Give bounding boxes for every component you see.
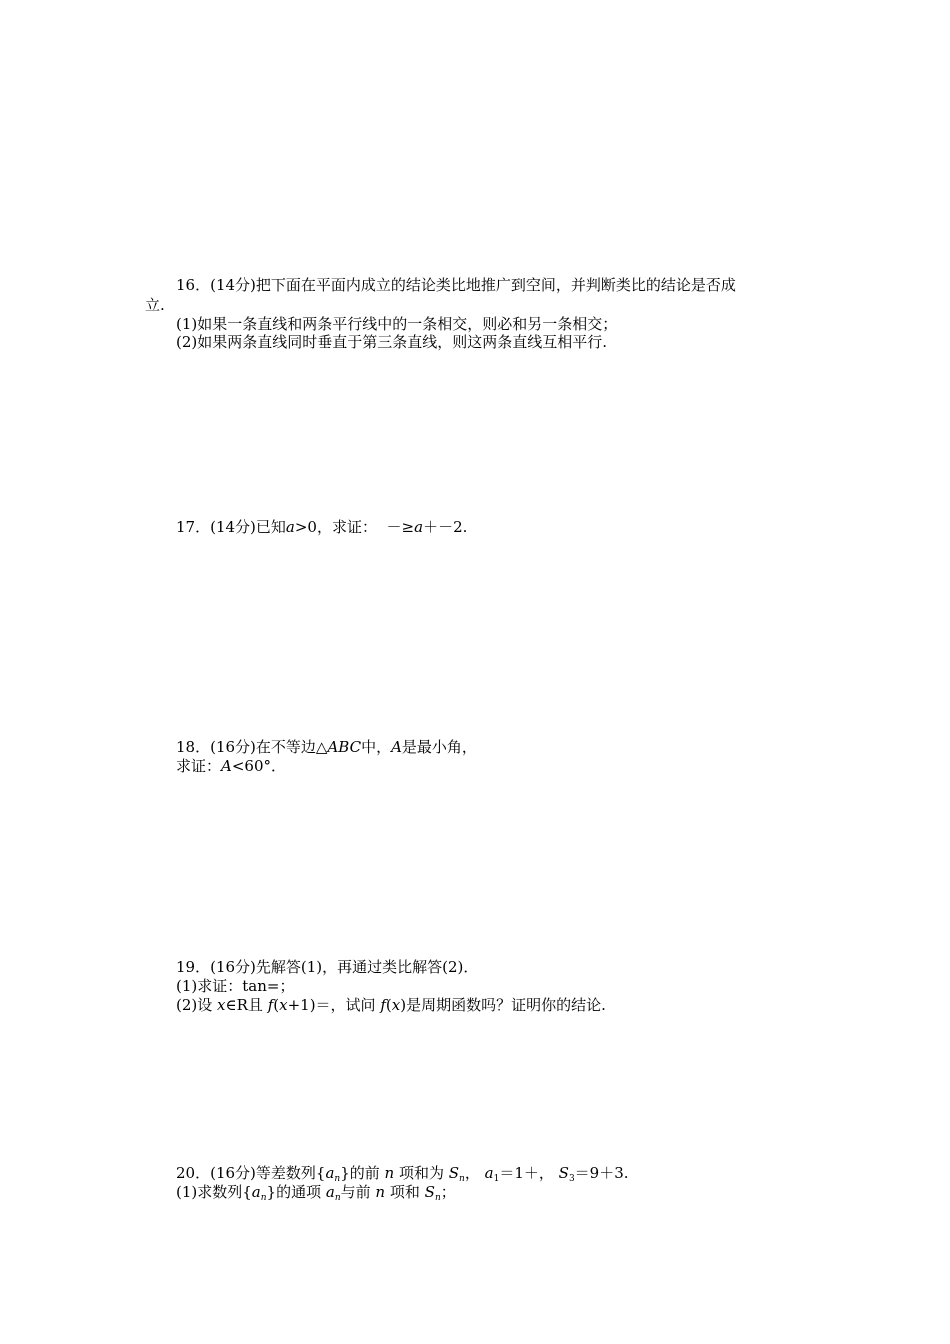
q18-number: 18． bbox=[176, 738, 211, 756]
q20-l1-nn: n bbox=[384, 1164, 395, 1182]
q17-var-a2: a bbox=[414, 518, 424, 536]
q19-line-1 bbox=[176, 958, 478, 976]
q20-l2-c: 与前 bbox=[340, 1183, 371, 1201]
q17-line-1 bbox=[176, 518, 467, 536]
q20-l1-a1s: 1 bbox=[493, 1174, 500, 1184]
q17-score: (14分) bbox=[210, 518, 256, 536]
q16-line-4 bbox=[176, 333, 607, 351]
q20-score: (16分) bbox=[210, 1164, 256, 1182]
q16-line-3 bbox=[176, 315, 617, 333]
q20-line-2 bbox=[176, 1183, 456, 1201]
q19-line-2 bbox=[176, 977, 294, 995]
q20-l2-Sn: n bbox=[434, 1193, 441, 1203]
q17-var-a: a bbox=[285, 518, 295, 536]
q18-text-b: 中， bbox=[361, 738, 392, 756]
q20-l1-e: ＝1＋， bbox=[499, 1164, 554, 1182]
q19-number: 19． bbox=[176, 958, 211, 976]
q19-l3-f: f bbox=[267, 996, 274, 1014]
q17-text-a: 已知 bbox=[255, 518, 286, 536]
q20-l1-S3: S bbox=[558, 1164, 569, 1182]
q19-score: (16分) bbox=[210, 958, 256, 976]
q18-line-1 bbox=[176, 738, 477, 756]
q17-text-d: ＋－2. bbox=[423, 518, 468, 536]
q16-text-3: (1)如果一条直线和两条平行线中的一条相交，则必和另一条相交； bbox=[176, 315, 618, 333]
q19-l3-b: ∈R且 bbox=[225, 996, 263, 1014]
q17-text-c: －≥ bbox=[386, 518, 415, 536]
q19-l3-d: +1)＝，试问 bbox=[287, 996, 376, 1014]
q16-line-1 bbox=[176, 276, 736, 294]
q18-var-abc: ABC bbox=[327, 738, 362, 756]
q18-score: (16分) bbox=[210, 738, 256, 756]
q19-l3-f2: f bbox=[380, 996, 386, 1014]
q19-l3-c: ( bbox=[273, 996, 280, 1014]
q20-l1-S: S bbox=[448, 1164, 460, 1182]
q20-l2-n: n bbox=[260, 1193, 267, 1203]
q20-l1-f: ＝9＋3. bbox=[574, 1164, 629, 1182]
q19-l3-x2: x bbox=[279, 996, 288, 1014]
q20-number: 20． bbox=[176, 1164, 211, 1182]
q20-l1-a1: a bbox=[484, 1164, 494, 1182]
q18-text-c: 是最小角， bbox=[401, 738, 477, 756]
q16-score: (14分) bbox=[210, 276, 256, 294]
q18-line2-var: A bbox=[221, 757, 232, 775]
q19-text-2: (1)求证：tan=； bbox=[176, 977, 295, 995]
q16-text-1: 把下面在平面内成立的结论类比地推广到空间，并判断类比的结论是否成 bbox=[255, 276, 736, 294]
q16-text-4: (2)如果两条直线同时垂直于第三条直线，则这两条直线互相平行. bbox=[176, 333, 608, 351]
q20-l1-b: }的前 bbox=[340, 1164, 380, 1182]
q20-l2-an2: a bbox=[325, 1183, 335, 1201]
q16-number: 16． bbox=[176, 276, 211, 294]
q20-l1-d: ， bbox=[464, 1164, 480, 1182]
q20-l2-a: (1)求数列{ bbox=[176, 1183, 252, 1201]
q20-l1-Sn: n bbox=[459, 1174, 465, 1184]
q20-l2-d: 项和 bbox=[389, 1183, 420, 1201]
q19-l3-e: ( bbox=[385, 996, 392, 1014]
q19-l3-a: (2)设 bbox=[176, 996, 213, 1014]
q20-l2-n2: n bbox=[334, 1193, 341, 1203]
q18-text-a: 在不等边△ bbox=[255, 738, 328, 756]
q20-l1-a: 等差数列{ bbox=[255, 1164, 326, 1182]
q17-text-b: >0，求证： bbox=[294, 518, 377, 536]
q20-l2-S: S bbox=[424, 1183, 435, 1201]
q20-l1-n: n bbox=[334, 1174, 341, 1184]
q20-l1-S3s: 3 bbox=[568, 1174, 575, 1184]
q18-var-A: A bbox=[391, 738, 402, 756]
q16-text-2: 立. bbox=[145, 296, 165, 314]
q20-l2-an: a bbox=[251, 1183, 261, 1201]
q18-line-2 bbox=[176, 757, 286, 775]
q20-line-1 bbox=[176, 1164, 629, 1182]
q19-text-1: 先解答(1)，再通过类比解答(2)． bbox=[255, 958, 479, 976]
q19-l3-x: x bbox=[217, 996, 226, 1014]
q19-line-3 bbox=[176, 996, 606, 1014]
q17-number: 17． bbox=[176, 518, 211, 536]
q20-l1-an: a bbox=[325, 1164, 335, 1182]
q19-l3-x3: x bbox=[391, 996, 401, 1014]
q20-l2-b: }的通项 bbox=[266, 1183, 322, 1201]
q18-line2-a: 求证： bbox=[176, 757, 222, 775]
q19-l3-g: )是周期函数吗？证明你的结论. bbox=[400, 996, 606, 1014]
q20-l2-e: ； bbox=[440, 1183, 456, 1201]
q20-l1-c: 项和为 bbox=[398, 1164, 444, 1182]
q18-line2-b: <60°． bbox=[231, 757, 287, 775]
q16-line-2 bbox=[145, 296, 165, 314]
q20-l2-nn: n bbox=[375, 1183, 386, 1201]
